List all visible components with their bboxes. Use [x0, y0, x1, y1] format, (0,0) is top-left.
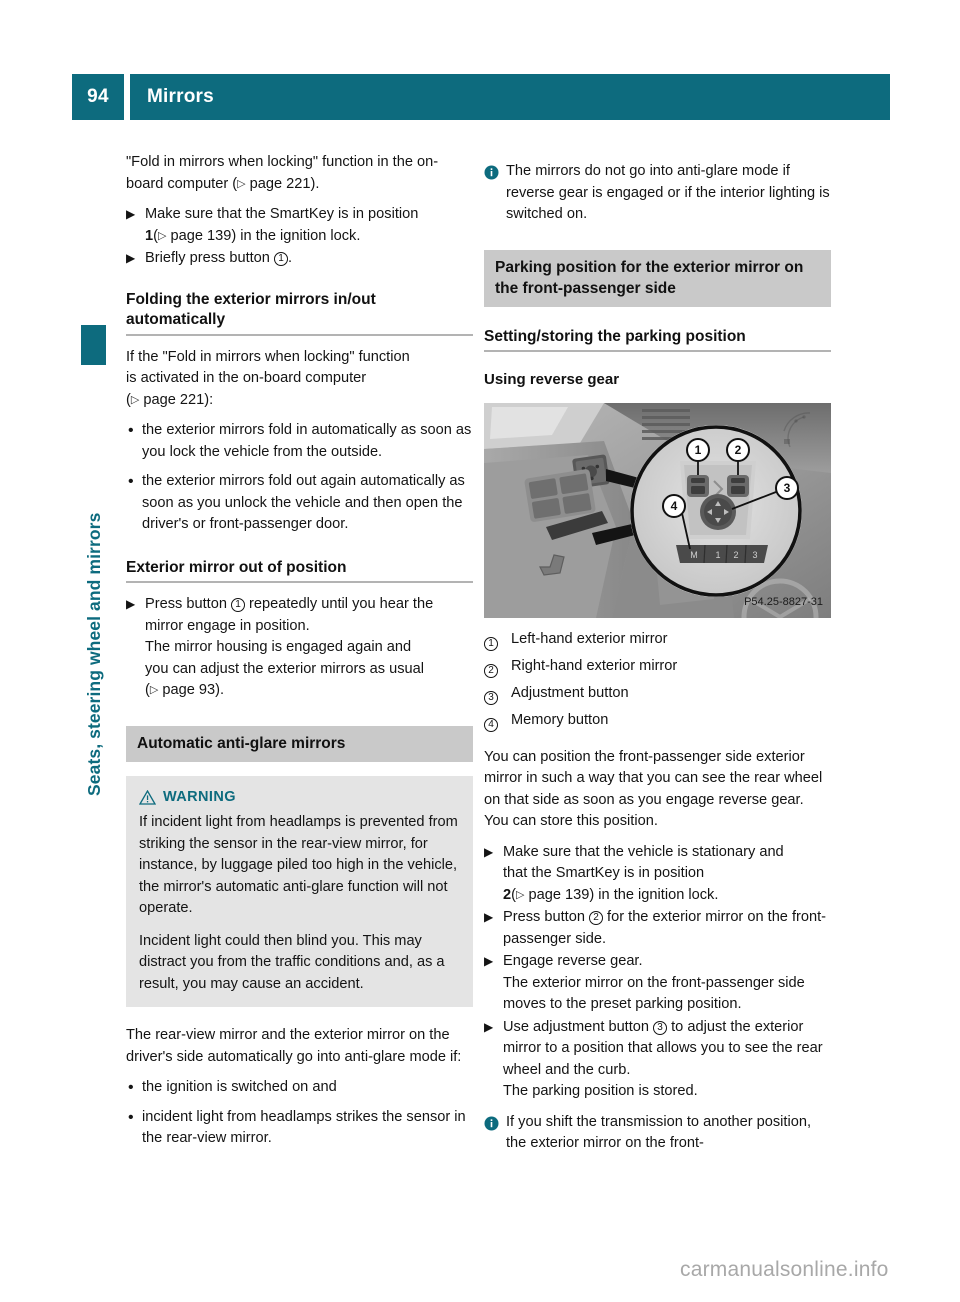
step-text: Engage reverse gear.: [503, 953, 643, 969]
page-title: Mirrors: [130, 74, 890, 120]
bullet-icon: •: [128, 1108, 134, 1126]
heading-folding-exterior-mirrors: Folding the exterior mirrors in/out automatically: [126, 290, 473, 336]
bullet-icon: •: [128, 422, 134, 439]
page-ref-arrow-icon: ▷: [149, 684, 159, 696]
step-marker-icon: ▶: [484, 844, 494, 859]
step-text-line-1: Make sure that the vehicle is stationary and: [503, 843, 784, 860]
illustration-image-id: P54.25-8827-31: [744, 595, 823, 608]
svg-text:M: M: [690, 549, 698, 560]
banner-parking-position: Parking position for the exterior mirror on the front-passenger side: [484, 250, 831, 307]
list-item: [126, 1077, 473, 1099]
footer-watermark: carmanualsonline.info: [680, 1258, 889, 1281]
page-header: [72, 74, 890, 120]
step-marker-icon: ▶: [484, 954, 494, 968]
info-note-text: If you shift the transmission to another position, the exterior mirror on the front-: [506, 1113, 812, 1151]
step-bold-prefix: 2: [503, 886, 512, 903]
warning-paragraph-2: Incident light could then blind you. This may distract you from the traffic conditions and, as a result, you may cause an accident.: [139, 932, 445, 992]
svg-text:3: 3: [752, 549, 758, 560]
step-item: [126, 594, 473, 702]
step-list-smartkey: [126, 204, 473, 270]
intro-paragraph: [126, 152, 473, 195]
subheading-using-reverse-gear: Using reverse gear: [484, 371, 620, 388]
step-bold-prefix: 1: [145, 227, 154, 244]
adjustment-joystick: [700, 494, 736, 530]
step-item: [484, 907, 831, 950]
fold-line-1: If the "Fold in mirrors when locking" function: [126, 348, 410, 365]
legend-item: [484, 709, 831, 736]
chapter-tab-label: Seats, steering wheel and mirrors: [84, 512, 104, 796]
step-text-pre: Press button: [145, 596, 231, 612]
step-result-line-1: The mirror housing is engaged again and: [145, 639, 412, 655]
chapter-tab-marker: [81, 325, 106, 365]
step-result: The exterior mirror on the front-passenger side moves to the preset parking position.: [503, 974, 805, 1012]
circled-number-badge: 2: [589, 911, 603, 925]
intro-line-2-post: page 221).: [245, 175, 320, 192]
list-item: [126, 471, 473, 536]
legend-key: [484, 655, 511, 682]
banner-automatic-anti-glare-mirrors: Automatic anti-glare mirrors: [126, 726, 473, 762]
left-mirror-button: [687, 475, 709, 497]
step-marker-icon: ▶: [126, 597, 136, 611]
anti-glare-paragraph: The rear-view mirror and the exterior mirror on the driver's side automatically go into anti-glare mode if:: [126, 1027, 462, 1065]
step-text-pre: Briefly press button: [145, 250, 274, 266]
info-icon: [484, 165, 499, 188]
list-item-label: the exterior mirrors fold in automatically as soon as you lock the vehicle from the outside.: [142, 422, 472, 460]
legend-key: [484, 709, 511, 736]
step-item: [484, 842, 831, 907]
step-ref-post: page 139) in the ignition lock.: [166, 227, 361, 244]
svg-text:4: 4: [670, 498, 678, 513]
warning-triangle-icon: [139, 790, 156, 805]
bullet-icon: •: [128, 473, 134, 490]
step-marker-icon: ▶: [484, 910, 494, 924]
step-text-line-2: that the SmartKey is in position: [503, 865, 705, 881]
circled-number-badge: 3: [653, 1021, 667, 1035]
header-page-number: 94: [72, 74, 124, 120]
heading-setting-storing-parking-position: Setting/storing the parking position: [484, 327, 831, 353]
step-text-line-1: Make sure that the SmartKey is in position: [145, 206, 419, 222]
heading-exterior-mirror-out-of-position: Exterior mirror out of position: [126, 558, 473, 584]
step-marker-icon: ▶: [126, 251, 136, 265]
paren-open: (: [126, 391, 131, 408]
paren-open: (: [145, 682, 150, 698]
fold-line-3-post: page 221):: [139, 391, 214, 408]
circled-number-badge: 3: [484, 691, 498, 705]
info-note-top: [484, 161, 831, 226]
circled-number-badge: 1: [274, 252, 288, 266]
list-item: [126, 420, 473, 463]
list-item: [126, 1107, 473, 1150]
fold-bullet-list: [126, 420, 473, 536]
right-mirror-button: [727, 475, 749, 497]
fold-paragraph: [126, 347, 473, 412]
warning-box: [126, 776, 473, 1008]
step-text-post: to adjust the exterior mirror to a position that allows you to see the rear wheel and the curb.: [503, 1018, 823, 1078]
legend-label: Left-hand exterior mirror: [511, 630, 668, 647]
page-ref-arrow-icon: ▷: [237, 177, 246, 190]
step-result-line-2: you can adjust the exterior mirrors as usual: [145, 660, 425, 677]
step-text-post: repeatedly until you hear the mirror engage in position.: [145, 596, 434, 634]
page-ref-arrow-icon: ▷: [130, 393, 140, 406]
step-text-pre: Press button: [503, 909, 589, 925]
paren-open: (: [511, 886, 516, 903]
legend-item: [484, 628, 831, 655]
circled-number-badge: 1: [484, 637, 498, 651]
list-item-label: the ignition is switched on and: [142, 1079, 337, 1095]
page-ref-arrow-icon: ▷: [158, 229, 167, 242]
step-text-post: for the exterior mirror on the front-passenger side.: [503, 909, 827, 947]
fold-line-2: is activated in the on-board computer: [126, 370, 367, 386]
circled-number-badge: 4: [484, 718, 498, 732]
legend-key: [484, 682, 511, 709]
step-marker-icon: ▶: [126, 207, 136, 221]
step-ref-post: page 139) in the ignition lock.: [524, 886, 719, 903]
warning-title: WARNING: [163, 788, 236, 805]
legend-label: Right-hand exterior mirror: [511, 657, 678, 674]
legend-label: Memory button: [511, 711, 609, 728]
step-result: The parking position is stored.: [503, 1083, 698, 1099]
illustration-legend: [484, 628, 831, 736]
warning-paragraph-1: If incident light from headlamps is prevented from striking the sensor in the rear-view mirror, for instance, by luggage piled too high in the vehicle, the mirror's automatic anti-glare function will not operate.: [139, 814, 458, 916]
intro-line-2-pre: on-board computer (: [126, 154, 439, 192]
list-item-label: the exterior mirrors fold out again automatically as soon as you unlock the vehicle and then open the driver's or front-passenger door.: [142, 473, 465, 532]
legend-item: [484, 682, 831, 709]
step-list-out-of-position: [126, 594, 473, 702]
info-note-bottom: [484, 1112, 831, 1155]
step-list-parking-position: [484, 842, 831, 1103]
step-item: [484, 951, 831, 1016]
illustration-svg: [484, 403, 831, 618]
left-column: [126, 152, 473, 1159]
anti-glare-bullet-list: [126, 1077, 473, 1150]
right-column: [484, 152, 831, 1164]
warning-header: [139, 787, 460, 809]
circled-number-badge: 1: [231, 598, 245, 612]
svg-text:1: 1: [715, 549, 721, 560]
intro-line-1: "Fold in mirrors when locking" function in the: [126, 154, 413, 170]
legend-key: [484, 628, 511, 655]
step-text-post: .: [287, 250, 293, 266]
page-ref-arrow-icon: ▷: [516, 888, 525, 901]
step-item: [126, 248, 473, 270]
bullet-icon: •: [128, 1079, 134, 1096]
circled-number-badge: 2: [484, 664, 498, 678]
svg-text:3: 3: [783, 480, 791, 495]
paren-open: (: [153, 227, 158, 244]
info-note-text: The mirrors do not go into anti-glare mode if reverse gear is engaged or if the interior lighting is switched on.: [506, 163, 830, 222]
parking-position-paragraph: You can position the front-passenger side exterior mirror in such a way that you can see the rear wheel on that side as soon as you engage reverse gear. You can store this position.: [484, 748, 823, 829]
info-icon: [484, 1116, 499, 1139]
step-item: [484, 1017, 831, 1103]
legend-label: Adjustment button: [511, 684, 629, 701]
step-result-line-3-post: page 93).: [158, 682, 225, 698]
list-item-label: incident light from headlamps strikes the sensor in the rear-view mirror.: [142, 1108, 466, 1146]
door-panel-mirror-controls-photo: [484, 403, 831, 618]
svg-text:2: 2: [734, 442, 742, 457]
step-marker-icon: ▶: [484, 1019, 494, 1034]
svg-text:1: 1: [694, 442, 702, 457]
legend-item: [484, 655, 831, 682]
svg-text:2: 2: [733, 549, 739, 560]
step-item: [126, 204, 473, 247]
step-text-pre: Use adjustment button: [503, 1018, 654, 1035]
